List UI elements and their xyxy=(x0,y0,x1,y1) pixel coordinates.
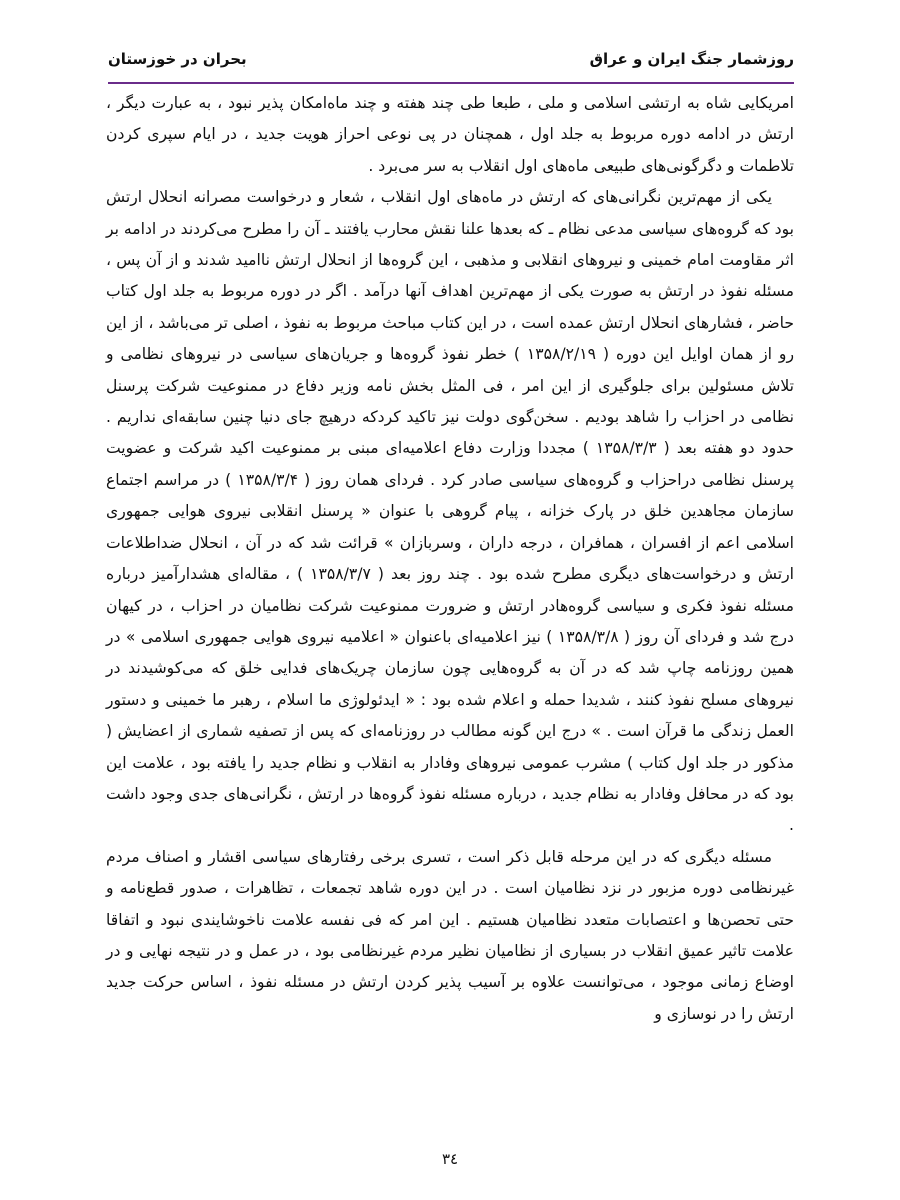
paragraph: یکی از مهم‌ترین نگرانی‌های که ارتش در ماه‌های اول انقلاب ، شعار و درخواست مصرانه انحلال ارتش بود که گروه‌های سیاسی مدعی نظام ـ که بعدها علنا نقش محارب یافتند ـ آن را مطرح می‌کردند در ادامه بر اثر مقاومت امام خمینی و نیروهای انقلابی و مذهبی ، این گروه‌ها از انحلال ارتش ناامید شدند و از آن پس ، مسئله نفوذ در ارتش به صورت یکی از مهم‌ترین اهداف آنها درآمد . اگر در دوره مربوط به جلد اول کتاب حاضر ، فشارهای انحلال ارتش عمده است ، در این کتاب مباحث مربوط به نفوذ ، اصلی تر می‌باشد ، از این رو از همان اوایل این دوره ( ۱۳۵۸/۲/۱۹ ) خطر نفوذ گروه‌ها و جریان‌های سیاسی در نیروهای نظامی و تلاش مسئولین برای جلوگیری از این امر ، فی المثل بخش نامه وزیر دفاع در ممنوعیت شرکت پرسنل نظامی در احزاب را شاهد بودیم . سخن‌گوی دولت نیز تاکید کردکه درهیچ جای دنیا چنین سابقه‌ای نداریم . حدود دو هفته بعد ( ۱۳۵۸/۳/۳ ) مجددا وزارت دفاع اعلامیه‌ای مبنی بر ممنوعیت اکید شرکت و عضویت پرسنل نظامی دراحزاب و گروه‌های سیاسی صادر کرد . فردای همان روز ( ۱۳۵۸/۳/۴ ) در مراسم اجتماع سازمان مجاهدین خلق در پارک خزانه ، پیام گروهی با عنوان « پرسنل انقلابی نیروی هوایی جمهوری اسلامی اعم از افسران ، همافران ، درجه داران ، وسربازان » قرائت شد که در آن ، انحلال ضداطلاعات ارتش و درخواست‌های دیگری مطرح شده بود . چند روز بعد ( ۱۳۵۸/۳/۷ ) ، مقاله‌ای هشدارآمیز درباره مسئله نفوذ فکری و سیاسی گروه‌هادر ارتش و ضرورت ممنوعیت شرکت نظامیان در احزاب ، در کیهان درج شد و فردای آن روز ( ۱۳۵۸/۳/۸ ) نیز اعلامیه‌ای باعنوان « اعلامیه نیروی هوایی جمهوری اسلامی » در همین روزنامه چاپ شد که در آن به گروه‌هایی چون سازمان چریک‌های فدایی خلق که می‌کوشیدند در نیروهای مسلح نفوذ کنند ، شدیدا حمله و اعلام شده بود : « ایدئولوژی ما اسلام ، رهبر ما خمینی و دستور العمل زندگی ما قرآن است . » درج این گونه مطالب در روزنامه‌ای که پس از تصفیه شماری از اعضایش ( مذکور در جلد اول کتاب ) مشرب عمومی نیروهای وفادار به انقلاب و نظام جدید را یافته بود ، علامت این بود که در محافل وفادار به نظام جدید ، درباره مسئله نفوذ گروه‌ها در ارتش ، نگرانی‌های جدی وجود داشت . xyxy=(106,188,794,835)
chapter-title: بحران در خوزستان xyxy=(108,50,247,68)
header-rule xyxy=(108,82,794,84)
book-title: روزشمار جنگ ایران و عراق xyxy=(589,50,794,68)
paragraph: امریکایی شاه به ارتشی اسلامی و ملی ، طبعا طی چند هفته و چند ماه‌امکان پذیر نبود ، به عبارت دیگر ، ارتش در ادامه دوره مربوط به جلد اول ، همچنان در پی نوعی احراز هویت جدید ، در ایام سپری کردن تلاطمات و دگرگونی‌های طبیعی ماه‌های اول انقلاب به سر می‌برد . xyxy=(106,94,794,175)
running-header xyxy=(108,44,794,74)
paragraph: مسئله دیگری که در این مرحله قابل ذکر است ، تسری برخی رفتارهای سیاسی اقشار و اصناف مردم غیرنظامی دوره مزبور در نزد نظامیان است . در این دوره شاهد تجمعات ، تظاهرات ، صدور قطع‌نامه و حتی تحصن‌ها و اعتصابات متعدد نظامیان هستیم . این امر که فی نفسه علامت ناخوشایندی نبود و اتفاقا علامت تاثیر عمیق انقلاب در بسیاری از نظامیان نظیر مردم غیرنظامی بود ، در عمل و در نتیجه نهایی و در اوضاع زمانی موجود ، می‌توانست علاوه بر آسیب پذیر کردن ارتش در مسئله نفوذ ، اساس حرکت جدید ارتش را در نوسازی و xyxy=(106,847,794,1023)
body-text xyxy=(106,88,794,1030)
page-number: ٣٤ xyxy=(441,1150,459,1168)
